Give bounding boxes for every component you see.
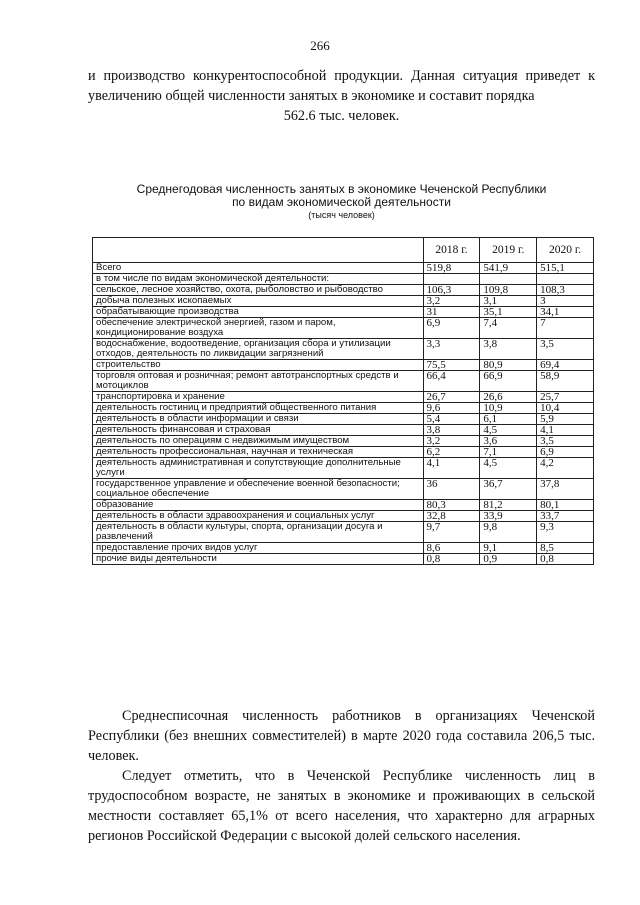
row-label: Всего xyxy=(93,263,424,274)
row-value-2018: 26,7 xyxy=(423,392,480,403)
row-value-2019: 7,1 xyxy=(480,447,537,458)
row-value-2020: 108,3 xyxy=(537,285,594,296)
row-value-2018: 32,8 xyxy=(423,511,480,522)
row-value-2020: 7 xyxy=(537,318,594,339)
row-value-2020: 4,1 xyxy=(537,425,594,436)
row-label: государственное управление и обеспечение военной безопасности; социальное обеспечение xyxy=(93,479,424,500)
row-value-2019: 0,9 xyxy=(480,554,537,565)
row-value-2019: 3,1 xyxy=(480,296,537,307)
row-value-2020: 0,8 xyxy=(537,554,594,565)
row-value-2020: 33,7 xyxy=(537,511,594,522)
row-label: образование xyxy=(93,500,424,511)
row-value-2019: 9,1 xyxy=(480,543,537,554)
row-value-2019: 35,1 xyxy=(480,307,537,318)
table-row xyxy=(93,522,594,543)
row-label: деятельность финансовая и страховая xyxy=(93,425,424,436)
row-value-2019: 33,9 xyxy=(480,511,537,522)
row-value-2018: 3,3 xyxy=(423,339,480,360)
row-value-2020: 58,9 xyxy=(537,371,594,392)
table-title xyxy=(88,183,595,209)
row-value-2019: 7,4 xyxy=(480,318,537,339)
row-value-2018: 6,2 xyxy=(423,447,480,458)
row-value-2020: 8,5 xyxy=(537,543,594,554)
row-value-2018: 9,7 xyxy=(423,522,480,543)
row-value-2018: 519,8 xyxy=(423,263,480,274)
row-value-2020: 515,1 xyxy=(537,263,594,274)
row-value-2019: 10,9 xyxy=(480,403,537,414)
row-value-2019: 109,8 xyxy=(480,285,537,296)
row-value-2020: 10,4 xyxy=(537,403,594,414)
row-value-2018: 75,5 xyxy=(423,360,480,371)
row-value-2020: 25,7 xyxy=(537,392,594,403)
table-row xyxy=(93,360,594,371)
row-label: транспортировка и хранение xyxy=(93,392,424,403)
table-header-row xyxy=(93,238,594,263)
row-label: строительство xyxy=(93,360,424,371)
row-value-2018: 66,4 xyxy=(423,371,480,392)
table-row xyxy=(93,318,594,339)
paragraph-headcount: Среднесписочная численность работников в организациях Чеченской Республики (без внешних совместителей) в марте 2020 года составила 206,5 тыс. человек. xyxy=(88,708,595,764)
row-value-2020: 3 xyxy=(537,296,594,307)
table-row xyxy=(93,500,594,511)
row-label: деятельность профессиональная, научная и техническая xyxy=(93,447,424,458)
header-2019: 2019 г. xyxy=(480,238,537,263)
row-value-2020: 3,5 xyxy=(537,436,594,447)
row-value-2019: 3,8 xyxy=(480,339,537,360)
row-label: деятельность в области здравоохранения и социальных услуг xyxy=(93,511,424,522)
row-value-2020: 37,8 xyxy=(537,479,594,500)
row-value-2020: 80,1 xyxy=(537,500,594,511)
table-row xyxy=(93,307,594,318)
row-value-2019: 4,5 xyxy=(480,425,537,436)
row-value-2019: 66,9 xyxy=(480,371,537,392)
intro-last-line: 562.6 тыс. человек. xyxy=(283,108,400,124)
row-value-2019: 3,6 xyxy=(480,436,537,447)
table-row xyxy=(93,554,594,565)
row-value-2018: 36 xyxy=(423,479,480,500)
table-row xyxy=(93,339,594,360)
table-row xyxy=(93,511,594,522)
row-value-2020: 9,3 xyxy=(537,522,594,543)
table-row xyxy=(93,403,594,414)
row-value-2018: 4,1 xyxy=(423,458,480,479)
row-label: деятельность в области культуры, спорта, организации досуга и развлечений xyxy=(93,522,424,543)
table-row xyxy=(93,425,594,436)
row-value-2018 xyxy=(423,274,480,285)
row-value-2020: 5,9 xyxy=(537,414,594,425)
table-row xyxy=(93,392,594,403)
row-label: водоснабжение, водоотведение, организация сбора и утилизации отходов, деятельность по ликвидации загрязнений xyxy=(93,339,424,360)
row-label: обеспечение электрической энергией, газом и паром, кондиционирование воздуха xyxy=(93,318,424,339)
row-value-2019: 81,2 xyxy=(480,500,537,511)
row-value-2019: 9,8 xyxy=(480,522,537,543)
row-value-2020 xyxy=(537,274,594,285)
row-value-2018: 80,3 xyxy=(423,500,480,511)
table-row xyxy=(93,285,594,296)
employment-table xyxy=(92,237,594,565)
row-value-2018: 0,8 xyxy=(423,554,480,565)
table-row xyxy=(93,263,594,274)
table-title-line-2: по видам экономической деятельности xyxy=(232,195,451,209)
row-value-2018: 3,2 xyxy=(423,296,480,307)
row-value-2019: 6,1 xyxy=(480,414,537,425)
row-value-2019 xyxy=(480,274,537,285)
row-value-2019: 80,9 xyxy=(480,360,537,371)
header-label xyxy=(93,238,424,263)
row-value-2020: 4,2 xyxy=(537,458,594,479)
header-2020: 2020 г. xyxy=(537,238,594,263)
row-label: предоставление прочих видов услуг xyxy=(93,543,424,554)
row-label: обрабатывающие производства xyxy=(93,307,424,318)
row-label: деятельность гостиниц и предприятий общественного питания xyxy=(93,403,424,414)
row-value-2020: 34,1 xyxy=(537,307,594,318)
row-value-2020: 69,4 xyxy=(537,360,594,371)
header-2018: 2018 г. xyxy=(423,238,480,263)
intro-paragraph xyxy=(88,66,595,126)
table-row xyxy=(93,414,594,425)
row-value-2019: 541,9 xyxy=(480,263,537,274)
row-label: сельское, лесное хозяйство, охота, рыболовство и рыбоводство xyxy=(93,285,424,296)
paragraph-rural-population: Следует отметить, что в Чеченской Республике численность лиц в трудоспособном возрасте, не занятых в экономике и проживающих в сельской местности составляет 65,1% от всего населения, что характерно для аграрных регионов Российской Федерации с высокой долей сельского населения. xyxy=(88,768,595,844)
table-row xyxy=(93,371,594,392)
row-value-2018: 5,4 xyxy=(423,414,480,425)
row-value-2018: 3,2 xyxy=(423,436,480,447)
table-title-line-1: Среднегодовая численность занятых в экономике Чеченской Республики xyxy=(136,182,547,196)
row-label: деятельность в области информации и связи xyxy=(93,414,424,425)
table-row xyxy=(93,458,594,479)
table-units: (тысяч человек) xyxy=(308,210,375,220)
row-value-2018: 6,9 xyxy=(423,318,480,339)
table-row xyxy=(93,479,594,500)
row-value-2020: 6,9 xyxy=(537,447,594,458)
row-label: торговля оптовая и розничная; ремонт автотранспортных средств и мотоциклов xyxy=(93,371,424,392)
table-row xyxy=(93,296,594,307)
row-value-2018: 8,6 xyxy=(423,543,480,554)
row-value-2020: 3,5 xyxy=(537,339,594,360)
row-value-2018: 3,8 xyxy=(423,425,480,436)
row-value-2019: 26,6 xyxy=(480,392,537,403)
row-value-2018: 31 xyxy=(423,307,480,318)
table-row xyxy=(93,447,594,458)
row-value-2018: 9,6 xyxy=(423,403,480,414)
table-row xyxy=(93,274,594,285)
row-label: деятельность по операциям с недвижимым имуществом xyxy=(93,436,424,447)
page-number: 266 xyxy=(310,38,330,53)
row-value-2019: 4,5 xyxy=(480,458,537,479)
row-value-2018: 106,3 xyxy=(423,285,480,296)
table-row xyxy=(93,436,594,447)
row-label: деятельность административная и сопутствующие дополнительные услуги xyxy=(93,458,424,479)
row-label: добыча полезных ископаемых xyxy=(93,296,424,307)
intro-text: и производство конкурентоспособной продукции. Данная ситуация приведет к увеличению общей численности занятых в экономике и составит порядка xyxy=(88,68,595,104)
table-row xyxy=(93,543,594,554)
row-value-2019: 36,7 xyxy=(480,479,537,500)
row-label: прочие виды деятельности xyxy=(93,554,424,565)
row-label: в том числе по видам экономической деятельности: xyxy=(93,274,424,285)
